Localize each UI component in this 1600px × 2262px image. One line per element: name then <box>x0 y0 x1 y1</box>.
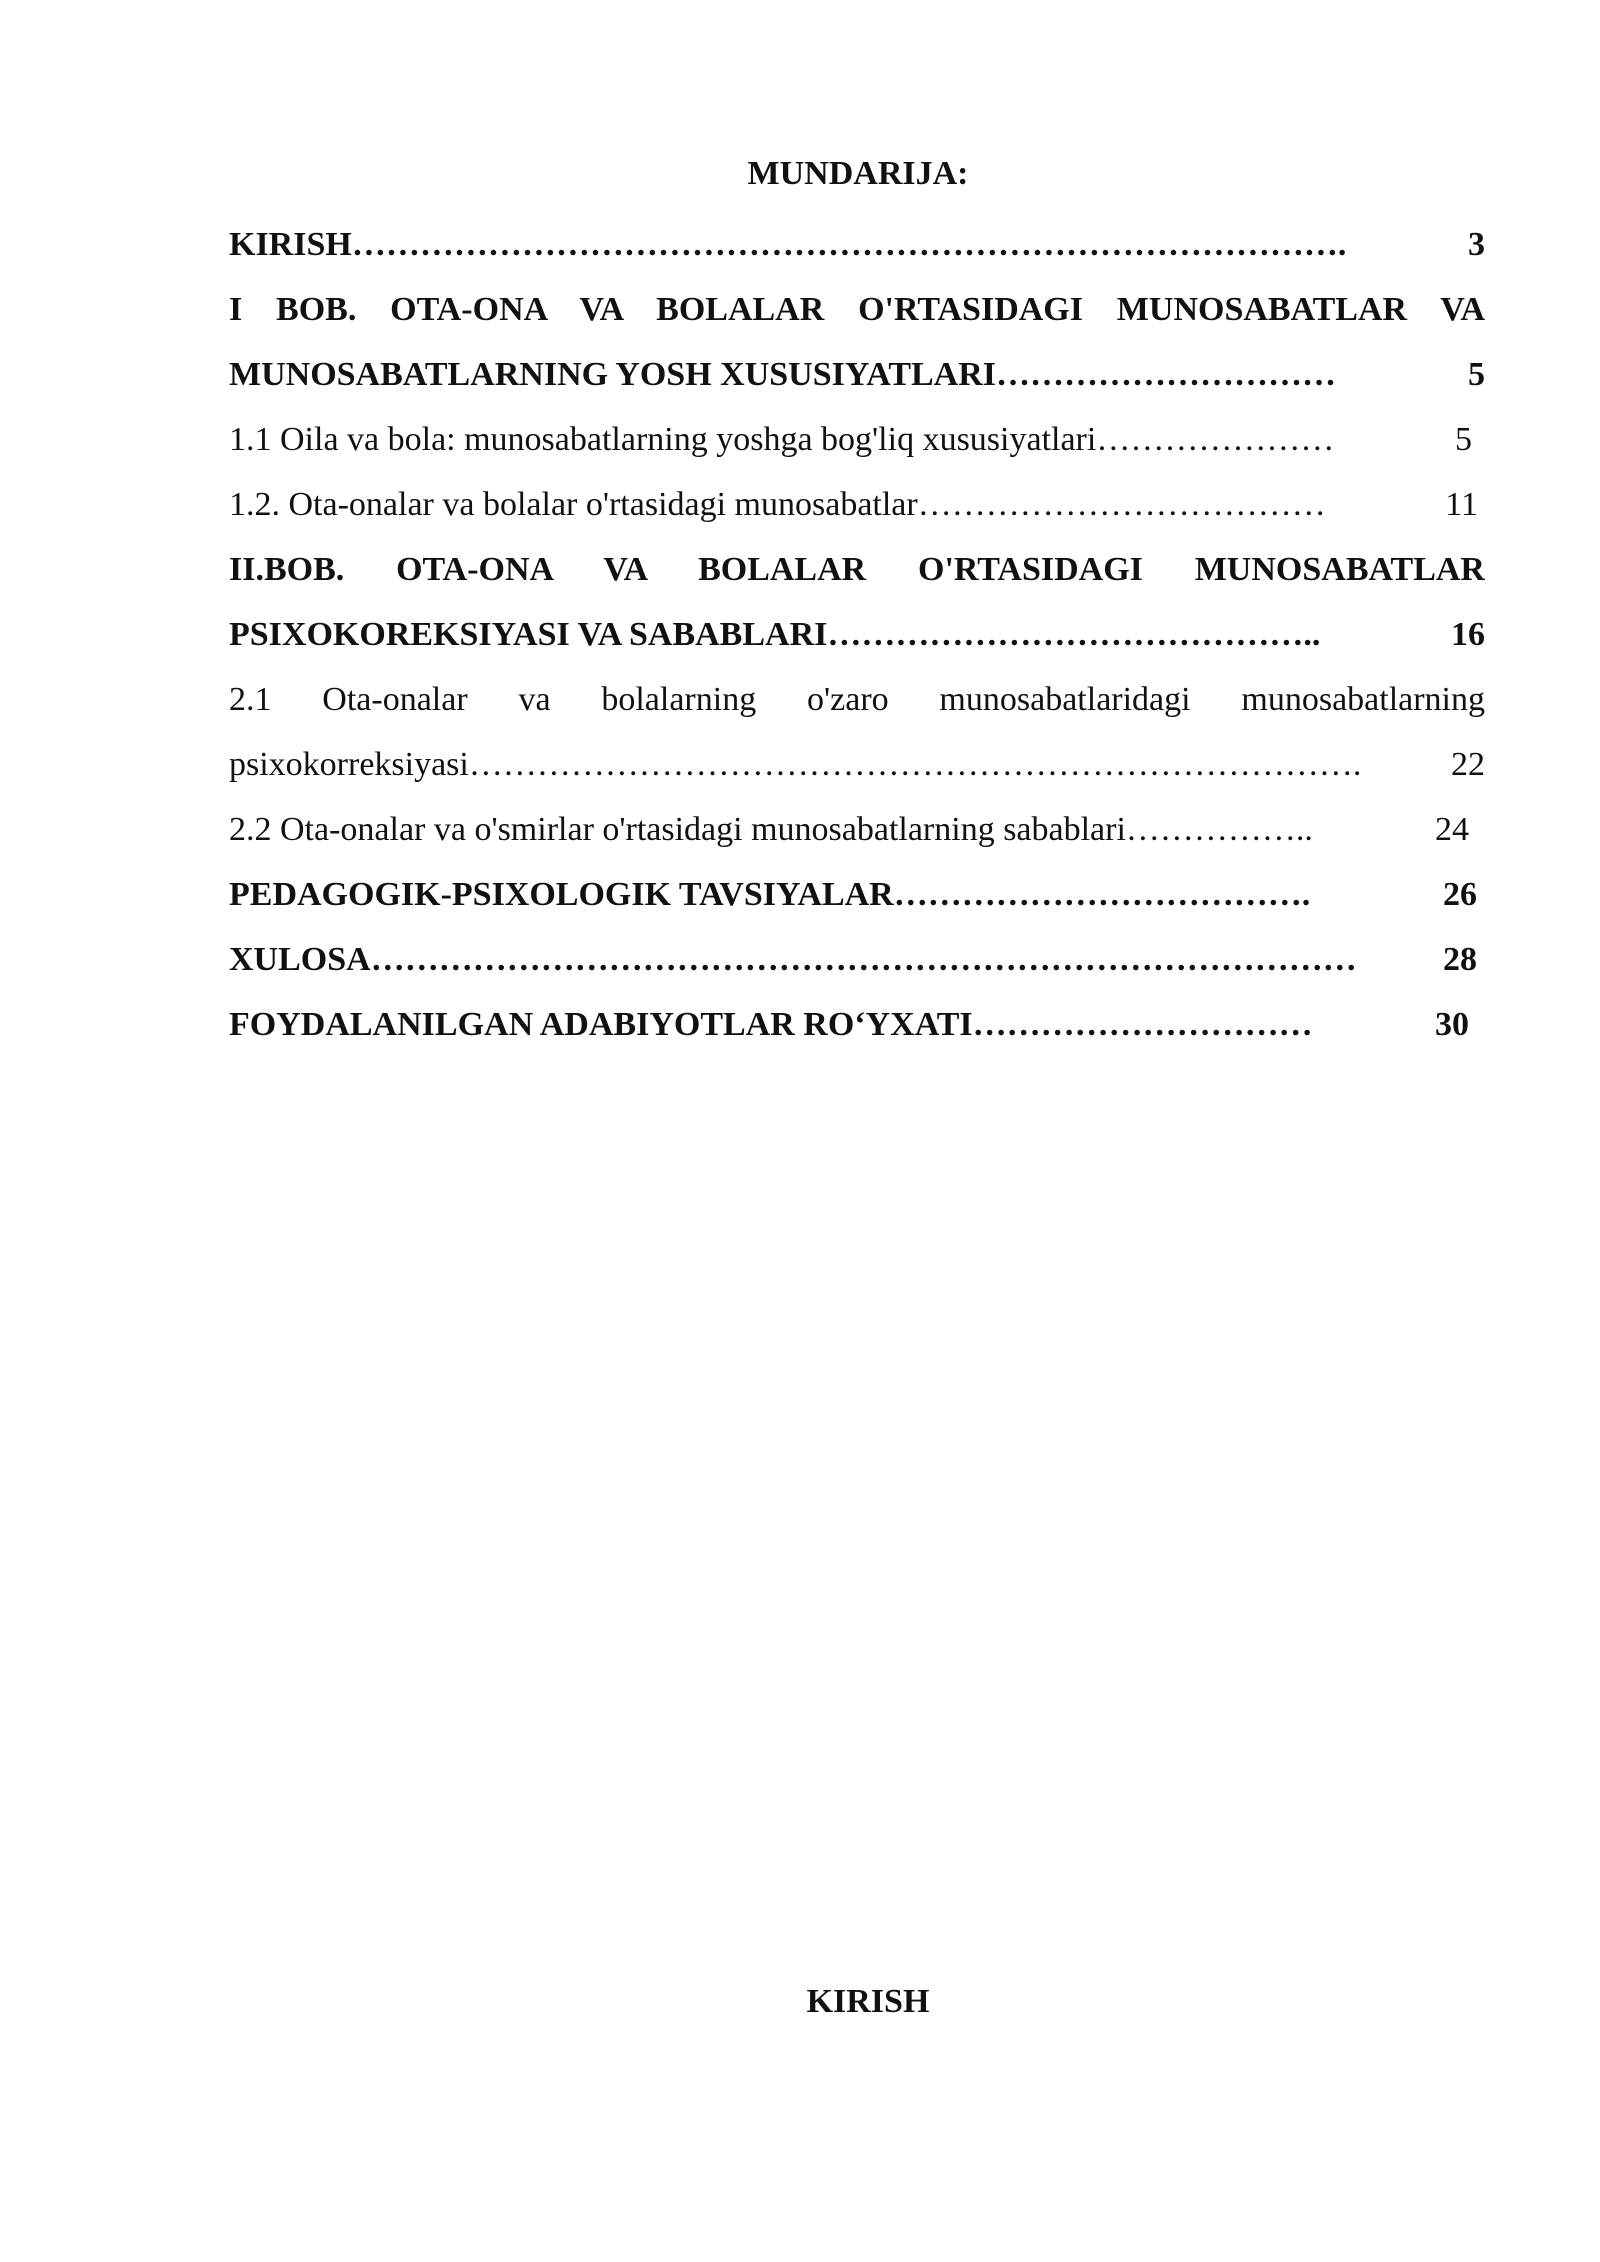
toc-page-number: 5 <box>1468 356 1485 393</box>
toc-entry-kirish <box>229 212 1485 277</box>
toc-leader-dots: ………………………… <box>972 1006 1313 1043</box>
toc-page-number: 5 <box>1455 421 1472 458</box>
toc-title: MUNDARIJA: <box>747 155 969 192</box>
toc-entry-label: psixokorreksiyasi <box>229 746 469 783</box>
toc-entry-label: PEDAGOGIK-PSIXOLOGIK TAVSIYALAR <box>229 876 894 913</box>
toc-entry-chapter-2-line-1: II.BOB. OTA-ONA VA BOLALAR O'RTASIDAGI MUNOSABATLAR <box>229 551 1485 588</box>
toc-leader-dots: ……………………………………………………………………………. <box>351 226 1347 263</box>
toc-entry-section-2-1-line-1: 2.1 Ota-onalar va bolalarning o'zaro munosabatlaridagi munosabatlarning <box>229 681 1485 718</box>
toc-page-number: 26 <box>1443 876 1477 913</box>
toc-entry-chapter-2-line-2 <box>229 602 1485 667</box>
toc-entry-label: 1.1 Oila va bola: munosabatlarning yoshga bog'liq xususiyatlari <box>229 421 1097 458</box>
toc-leader-dots: ………………………………. <box>893 876 1311 913</box>
toc-entry-label: KIRISH <box>229 226 352 263</box>
toc-entry-section-2-1-line-2 <box>229 732 1485 797</box>
toc-leader-dots: ……………………………………………………………………. <box>468 746 1362 783</box>
toc-page-number: 28 <box>1443 941 1477 978</box>
toc-page-number: 22 <box>1451 746 1485 783</box>
toc-leader-dots: …………….. <box>1125 811 1313 848</box>
table-of-contents <box>229 212 1485 1057</box>
toc-entry-conclusion <box>229 927 1477 992</box>
toc-entry-section-1-1 <box>229 407 1472 472</box>
toc-page-number: 24 <box>1435 811 1469 848</box>
toc-entry-label: XULOSA <box>229 941 371 978</box>
toc-leader-dots: ………………… <box>1096 421 1335 458</box>
toc-page-number: 30 <box>1435 1006 1469 1043</box>
toc-page-number: 3 <box>1468 226 1485 263</box>
toc-entry-label: PSIXOKOREKSIYASI VA SABABLARI <box>229 616 828 653</box>
toc-entry-label: FOYDALANILGAN ADABIYOTLAR RO‘YXATI <box>229 1006 973 1043</box>
toc-entry-chapter-1-line-2 <box>229 342 1485 407</box>
toc-entry-section-2-2 <box>229 797 1469 862</box>
toc-page-number: 16 <box>1451 616 1485 653</box>
toc-entry-recommendations <box>229 862 1477 927</box>
toc-leader-dots: …………………………………….. <box>827 616 1321 653</box>
toc-entry-label: 2.2 Ota-onalar va o'smirlar o'rtasidagi munosabatlarning sabablari <box>229 811 1126 848</box>
toc-entry-label: MUNOSABATLARNING YOSH XUSUSIYATLARI <box>229 356 997 393</box>
toc-leader-dots: ……………………………… <box>917 486 1326 523</box>
toc-entry-references <box>229 992 1469 1057</box>
toc-leader-dots: ………………………… <box>996 356 1337 393</box>
toc-entry-label: 1.2. Ota-onalar va bolalar o'rtasidagi munosabatlar <box>229 486 918 523</box>
toc-entry-section-1-2 <box>229 472 1478 537</box>
toc-leader-dots: …………………………………………………………………………… <box>370 941 1357 978</box>
section-heading-kirish: KIRISH <box>806 1983 930 2020</box>
toc-entry-chapter-1-line-1: I BOB. OTA-ONA VA BOLALAR O'RTASIDAGI MUNOSABATLAR VA <box>229 291 1485 328</box>
toc-page-number: 11 <box>1445 486 1478 523</box>
